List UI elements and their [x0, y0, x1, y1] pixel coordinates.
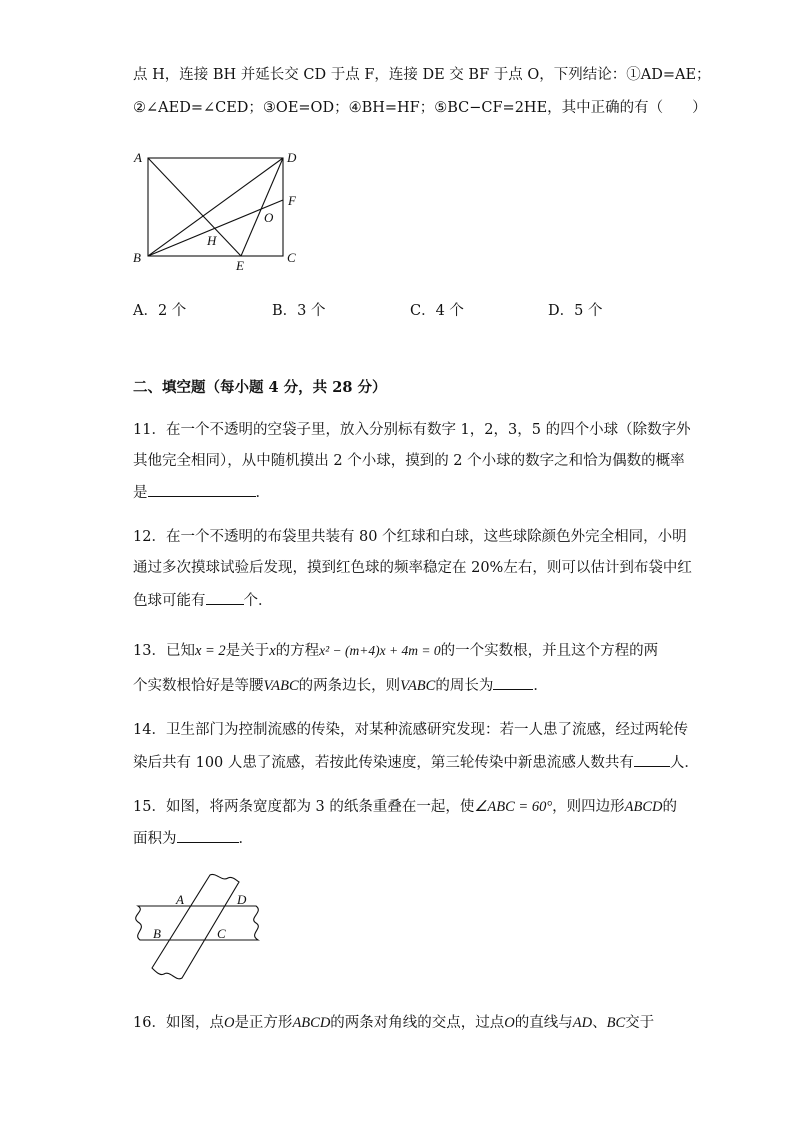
q13-answer-blank[interactable]	[493, 675, 533, 690]
q16-shape: ABCD	[292, 1015, 331, 1031]
q12-line2: 通过多次摸球试验后发现，摸到红色球的频率稳定在 20%左右，则可以估计到布袋中红	[133, 560, 692, 576]
strip-label-c: C	[217, 926, 226, 941]
q14-line2-prefix: 染后共有 100 人患了流感，若按此传染速度，第三轮传染中新患流感人数共有	[133, 755, 634, 771]
label-d: D	[287, 150, 297, 165]
q13-root-value: x = 2	[194, 643, 226, 659]
q13-triangle-1: VABC	[263, 678, 299, 694]
q15-line1	[133, 797, 677, 817]
choice-a[interactable]: A．2 个	[133, 303, 187, 319]
q13-mid2: 的方程	[275, 643, 320, 659]
q15-line2	[133, 828, 253, 849]
label-h: H	[207, 233, 217, 248]
q14-answer-blank[interactable]	[634, 752, 670, 767]
q11-line2: 其他完全相同），从中随机摸出 2 个小球，摸到的 2 个小球的数字之和恰为偶数的概率	[133, 453, 685, 469]
choice-d[interactable]: D．5 个	[548, 303, 603, 319]
q16-mid3: 的直线与	[514, 1015, 573, 1031]
label-o: O	[264, 210, 274, 225]
q16-point-o: O	[223, 1015, 235, 1031]
q14-line2-suffix: 人．	[669, 755, 699, 771]
label-c: C	[287, 250, 296, 265]
label-e: E	[236, 258, 244, 273]
q11-line3-suffix: ．	[255, 485, 270, 501]
q11-answer-blank[interactable]	[148, 482, 256, 497]
section-heading: 二、填空题（每小题 4 分，共 28 分）	[133, 379, 387, 396]
q16-side-bc: BC	[606, 1015, 626, 1031]
q16-suffix: 交于	[625, 1015, 655, 1031]
q16-prefix: 16．如图，点	[133, 1015, 224, 1031]
q15-answer-blank[interactable]	[177, 828, 239, 843]
strip-label-d: D	[237, 892, 247, 907]
q13-suffix: 的一个实数根，并且这个方程的两	[440, 643, 659, 659]
q11-line3	[133, 482, 270, 503]
q15-shape: ABCD	[624, 799, 663, 815]
q15-line2-suffix: ．	[238, 831, 253, 847]
q12-line1: 12．在一个不透明的布袋里共装有 80 个红球和白球，这些球除颜色外完全相同，小明	[133, 529, 687, 545]
label-b: B	[133, 250, 141, 265]
q13-variable: x	[269, 643, 276, 659]
q12-answer-blank[interactable]	[206, 590, 244, 605]
q13-mid: 是关于	[225, 643, 270, 659]
q13-equation: x² − (m+4)x + 4m = 0	[319, 643, 441, 658]
q13-line2	[133, 675, 548, 696]
q16-line1	[133, 1013, 654, 1033]
q12-line3-prefix: 色球可能有	[133, 593, 206, 609]
q13-line2-mid2: 的周长为	[435, 678, 494, 694]
choice-b[interactable]: B．3 个	[272, 303, 326, 319]
slanted-strip	[152, 874, 239, 978]
strip-label-a: A	[176, 892, 184, 907]
strip-label-b: B	[153, 926, 161, 941]
q14-line1: 14．卫生部门为控制流感的传染，对某种流感研究发现：若一人患了流感，经过两轮传	[133, 722, 688, 738]
q11-line3-prefix: 是	[133, 485, 148, 501]
segment-ae	[148, 158, 241, 256]
q10-text-line2: ②∠AED=∠CED；③OE=OD；④BH=HF；⑤BC−CF=2HE，其中正确的有（ ）	[133, 100, 707, 116]
label-a: A	[134, 150, 142, 165]
q13-line2-prefix: 个实数根恰好是等腰	[133, 678, 264, 694]
q13-triangle-2: VABC	[400, 678, 436, 694]
q15-line2-prefix: 面积为	[133, 831, 177, 847]
q14-line2	[133, 752, 699, 773]
q12-line3-suffix: 个．	[243, 593, 273, 609]
q13-line2-mid: 的两条边长，则	[298, 678, 401, 694]
choice-c[interactable]: C．4 个	[410, 303, 464, 319]
q16-sep: 、	[592, 1015, 607, 1031]
q10-text-line1: 点 H，连接 BH 并延长交 CD 于点 F，连接 DE 交 BF 于点 O，下列结论：①AD=AE；	[133, 67, 711, 83]
q10-rectangle-figure	[128, 148, 303, 273]
q16-point-o-2: O	[504, 1015, 515, 1031]
q15-suffix: 的	[662, 799, 677, 815]
q12-line3	[133, 590, 273, 611]
q15-paper-strips-figure	[128, 870, 273, 982]
q13-line2-suffix: ．	[533, 678, 548, 694]
q15-angle: ∠ABC = 60°	[474, 799, 553, 815]
q16-side-ad: AD	[572, 1015, 593, 1031]
q13-prefix: 13．已知	[133, 643, 195, 659]
q11-line1: 11．在一个不透明的空袋子里，放入分别标有数字 1，2，3，5 的四个小球（除数字外	[133, 422, 691, 438]
label-f: F	[288, 193, 296, 208]
q16-mid1: 是正方形	[234, 1015, 293, 1031]
q16-mid2: 的两条对角线的交点，过点	[330, 1015, 505, 1031]
q15-mid: ，则四边形	[552, 799, 625, 815]
q15-prefix: 15．如图，将两条宽度都为 3 的纸条重叠在一起，使	[133, 799, 475, 815]
q13-line1	[133, 641, 658, 661]
